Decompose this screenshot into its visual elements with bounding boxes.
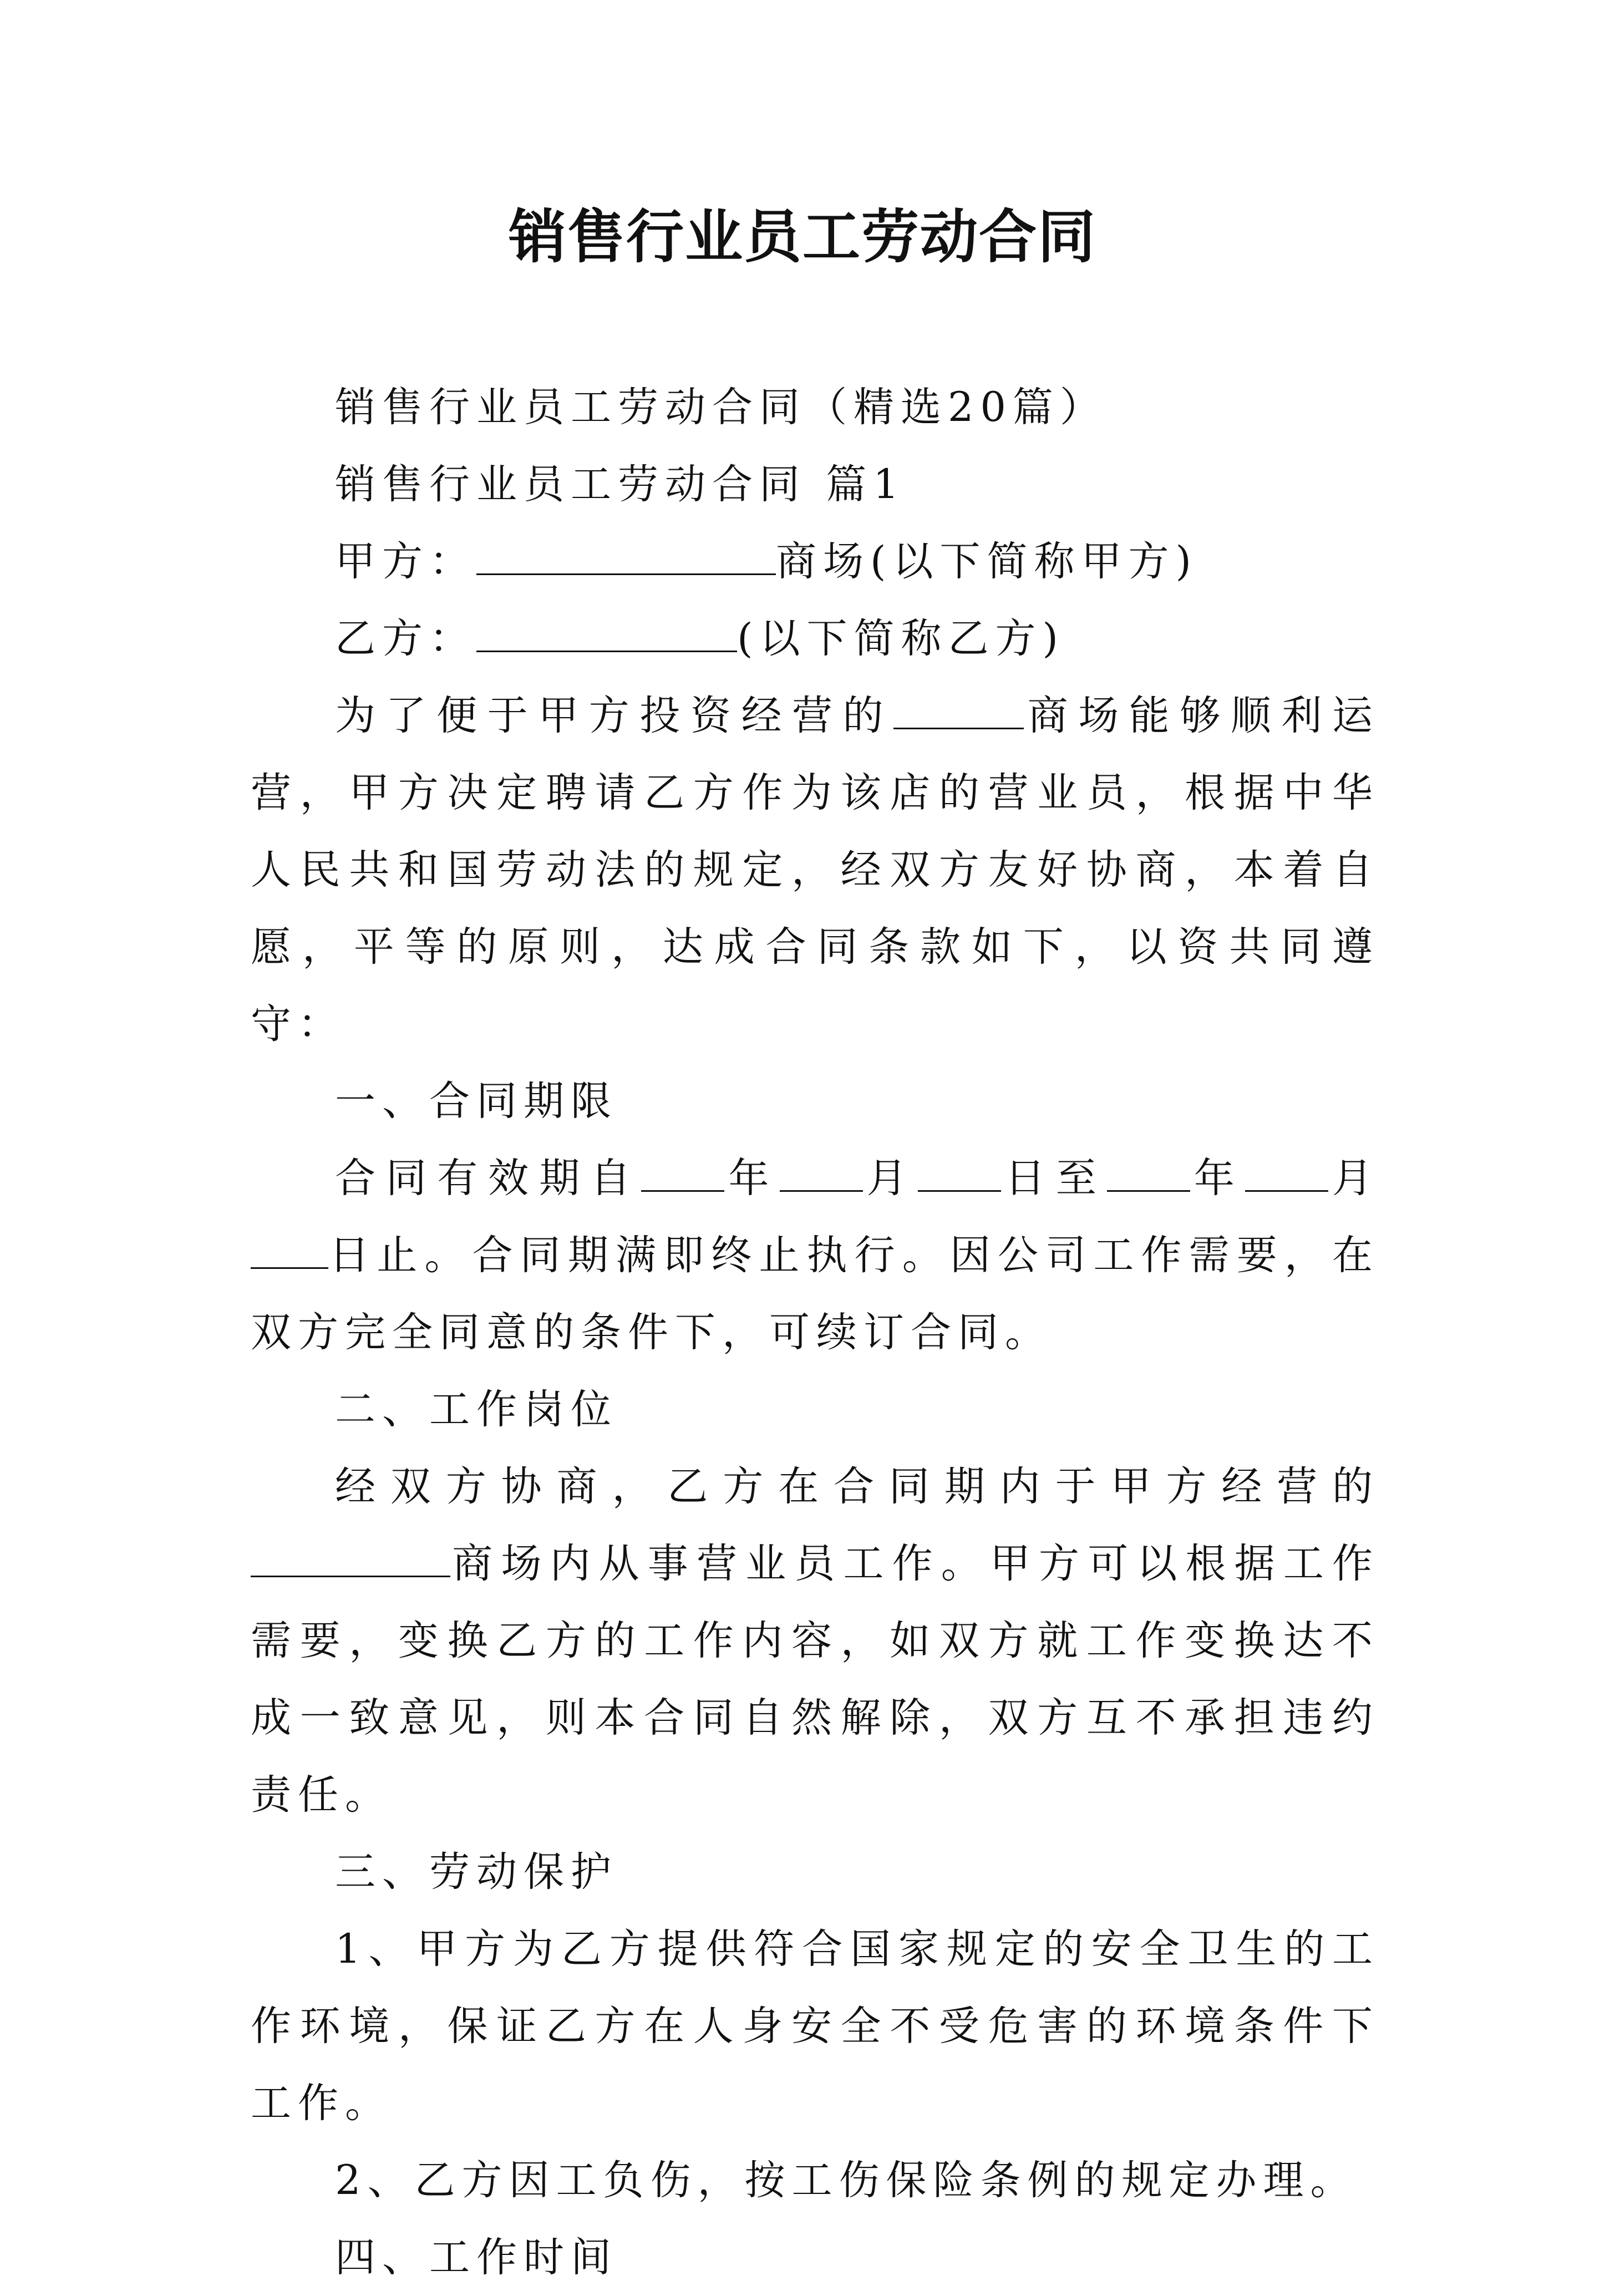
section-3-heading: 三、劳动保护 [335,1848,618,1896]
intro-text-1: 为了便于甲方投资经营的 [335,692,894,739]
subtitle-line: 销售行业员工劳动合同（精选20篇） [335,384,1107,431]
term-text-1: 合同有效期自 [335,1155,642,1202]
intro-paragraph [251,677,1379,1063]
section-1-heading: 一、合同期限 [335,1078,618,1125]
end-day-blank [251,1233,328,1269]
term-month-2: 月 [1328,1155,1379,1202]
section-4-heading: 四、工作时间 [335,2234,618,2281]
document-title: 销售行业员工劳动合同 [508,203,1096,271]
party-b-blank [476,616,737,652]
post-text-2: 商场内从事营业员工作。甲方可以根据工作需要，变换乙方的工作内容，如双方就工作变换达不成一致意见，则本合同自然解除，双方互不承担违约责任。 [251,1540,1379,1818]
term-text-2: 日止。合同期满即终止执行。因公司工作需要，在双方完全同意的条件下，可续订合同。 [251,1232,1379,1356]
protection-item-1: 1、甲方为乙方提供符合国家规定的安全卫生的工作环境，保证乙方在人身安全不受危害的环境条件下工作。 [251,1926,1379,2127]
term-paragraph [251,1140,1379,1371]
party-b-label: 乙方： [335,615,476,662]
party-a-label: 甲方： [335,538,476,585]
start-day-blank [918,1156,1001,1192]
intro-text-2: 商场能够顺利运营，甲方决定聘请乙方作为该店的营业员，根据中华人民共和国劳动法的规定，经双方友好协商，本着自愿，平等的原则，达成合同条款如下，以资共同遵守： [251,692,1380,1048]
mall-name-blank [893,693,1024,729]
document-body [251,369,1379,2296]
term-day-to: 日至 [1000,1155,1107,1202]
party-a-blank [476,539,776,575]
end-month-blank [1245,1156,1328,1192]
party-b-line [251,600,1379,677]
term-month-1: 月 [862,1155,918,1202]
party-a-suffix: 商场(以下简称甲方) [776,538,1198,585]
end-year-blank [1107,1156,1190,1192]
start-year-blank [641,1156,724,1192]
term-year-2: 年 [1190,1155,1245,1202]
chapter-heading: 销售行业员工劳动合同 篇1 [335,461,906,508]
post-mall-blank [251,1541,450,1577]
start-month-blank [780,1156,863,1192]
section-2-heading: 二、工作岗位 [335,1386,618,1433]
post-paragraph [251,1448,1379,1833]
party-b-suffix: (以下简称乙方) [737,615,1065,662]
protection-item-2: 2、乙方因工负伤，按工伤保险条例的规定办理。 [335,2157,1358,2204]
post-text-1: 经双方协商，乙方在合同期内于甲方经营的 [335,1463,1379,1510]
party-a-line [251,523,1379,600]
term-year-1: 年 [724,1155,780,1202]
